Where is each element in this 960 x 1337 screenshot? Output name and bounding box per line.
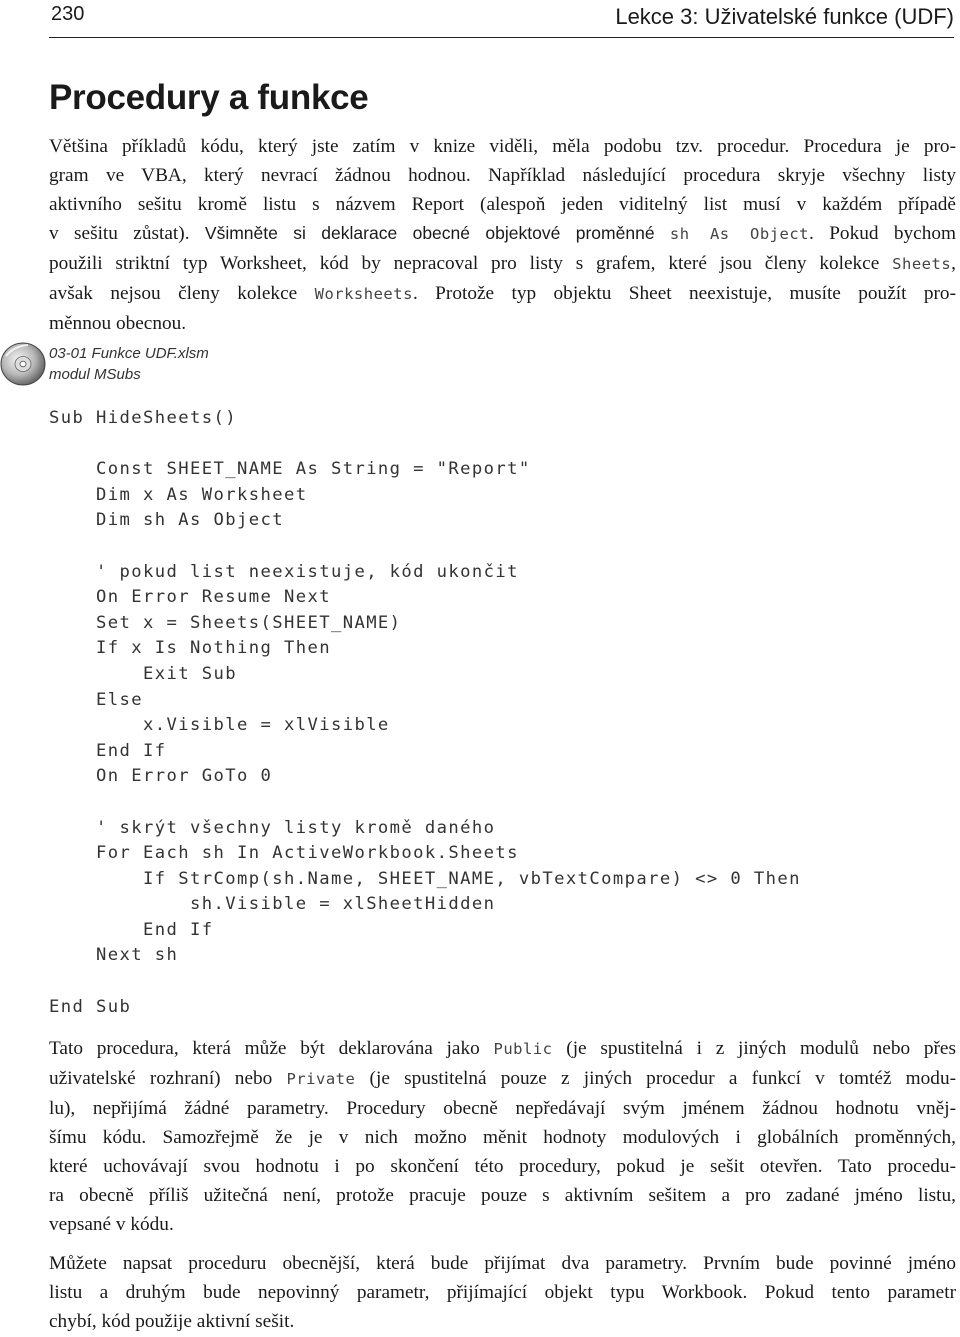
code-line: x.Visible = xlVisible	[49, 715, 390, 736]
section-title: Procedury a funkce	[49, 78, 369, 117]
text-run: . Protože typ objektu Sheet neexistuje, musíte použít pro-	[412, 283, 956, 304]
text-line: lu), nepřijímá žádné parametry. Procedury obecně nepředávají svým jménem žádnou hodnotu vněj-	[49, 1098, 956, 1119]
text-run: v sešitu zůstat).	[49, 223, 205, 244]
inline-code: Worksheets	[314, 285, 413, 303]
file-name: 03-01 Funkce UDF.xlsm	[49, 345, 209, 362]
text-line: šímu kódu. Samozřejmě že je v nich možno měnit hodnoty modulových i globálních proměnných,	[49, 1127, 956, 1148]
code-listing	[49, 406, 801, 1020]
code-line: Next sh	[49, 945, 179, 966]
text-run: avšak nejsou členy kolekce	[49, 283, 315, 304]
code-line: End If	[49, 919, 214, 940]
code-line: Const SHEET_NAME As String = "Report"	[49, 459, 531, 480]
text-run: (je spustitelná i z jiných modulů nebo přes	[552, 1038, 956, 1059]
text-run: použili striktní typ Worksheet, kód by nepracoval pro listy s grafem, které jsou členy kolekce	[49, 253, 893, 274]
closing-paragraph	[49, 1249, 956, 1336]
code-line: On Error GoTo 0	[49, 766, 273, 787]
procedure-description-paragraph	[49, 1034, 956, 1239]
text-line	[49, 279, 956, 309]
text-run: . Pokud bychom	[809, 223, 956, 244]
text-line: aktivního sešitu kromě listu s názvem Report (alespoň jeden viditelný list musí v každém případě	[49, 194, 956, 215]
text-run: ,	[951, 253, 956, 274]
file-reference	[49, 343, 209, 385]
code-line: Set x = Sheets(SHEET_NAME)	[49, 612, 402, 633]
code-line: If StrComp(sh.Name, SHEET_NAME, vbTextCompare) <> 0 Then	[49, 868, 801, 889]
page-number: 230	[51, 3, 85, 25]
code-line: Dim x As Worksheet	[49, 484, 308, 505]
text-line: ra obecně příliš užitečná není, protože pracuje pouze s aktivním sešitem a pro zadané jméno listu,	[49, 1185, 956, 1206]
code-line: On Error Resume Next	[49, 587, 331, 608]
running-head: Lekce 3: Uživatelské funkce (UDF)	[615, 4, 954, 29]
code-line: sh.Visible = xlSheetHidden	[49, 894, 496, 915]
code-line	[49, 969, 801, 995]
code-line: ' pokud list neexistuje, kód ukončit	[49, 561, 519, 582]
intro-paragraph	[49, 132, 956, 338]
text-line	[49, 219, 956, 249]
text-line: které uchovávají svou hodnotu i po skončení této procedury, pokud je sešit otevřen. Tato procedu-	[49, 1156, 956, 1177]
code-line: If x Is Nothing Then	[49, 638, 331, 659]
code-line: Sub HideSheets()	[49, 408, 237, 428]
inline-code: sh As Object	[669, 225, 810, 243]
inline-code: Sheets	[892, 255, 952, 273]
code-line: End If	[49, 740, 167, 761]
text-line	[49, 1064, 956, 1094]
inline-code: Private	[286, 1070, 356, 1088]
code-line: For Each sh In ActiveWorkbook.Sheets	[49, 843, 519, 864]
code-line	[49, 432, 801, 458]
code-line: Exit Sub	[49, 663, 237, 684]
code-line: End Sub	[49, 996, 132, 1017]
code-line: Else	[49, 689, 143, 710]
text-line: Většina příkladů kódu, který jste zatím v knize viděli, měla podobu tzv. procedur. Procedura je pro-	[49, 136, 956, 157]
text-line: chybí, kód použije aktivní sešit.	[49, 1311, 295, 1332]
code-line	[49, 790, 801, 816]
text-run: Všimněte si deklarace obecné objektové proměnné	[204, 223, 655, 243]
text-line: gram ve VBA, který nevrací žádnou hodnou. Například následující procedura skryje všechny listy	[49, 165, 956, 186]
text-line: měnnou obecnou.	[49, 313, 187, 334]
code-line: Dim sh As Object	[49, 510, 284, 531]
text-run: Tato procedura, která může být deklarována jako	[49, 1038, 494, 1059]
text-line	[49, 249, 956, 279]
inline-code: Public	[493, 1040, 553, 1058]
code-line	[49, 534, 801, 560]
text-run: uživatelské rozhraní) nebo	[49, 1068, 287, 1089]
module-name: modul MSubs	[49, 366, 141, 383]
text-line: Můžete napsat proceduru obecnější, která bude přijímat dva parametry. Prvním bude povinné jméno	[49, 1253, 956, 1274]
text-line: vepsané v kódu.	[49, 1214, 174, 1235]
text-line: listu a druhým bude nepovinný parametr, přijímající objekt typu Workbook. Pokud tento parametr	[49, 1282, 956, 1303]
page-header	[49, 0, 954, 38]
text-run: (je spustitelná pouze z jiných procedur a funkcí v tomtéž modu-	[355, 1068, 957, 1089]
text-line	[49, 1034, 956, 1064]
code-line: ' skrýt všechny listy kromě daného	[49, 817, 496, 838]
cd-disc-icon	[0, 338, 46, 388]
